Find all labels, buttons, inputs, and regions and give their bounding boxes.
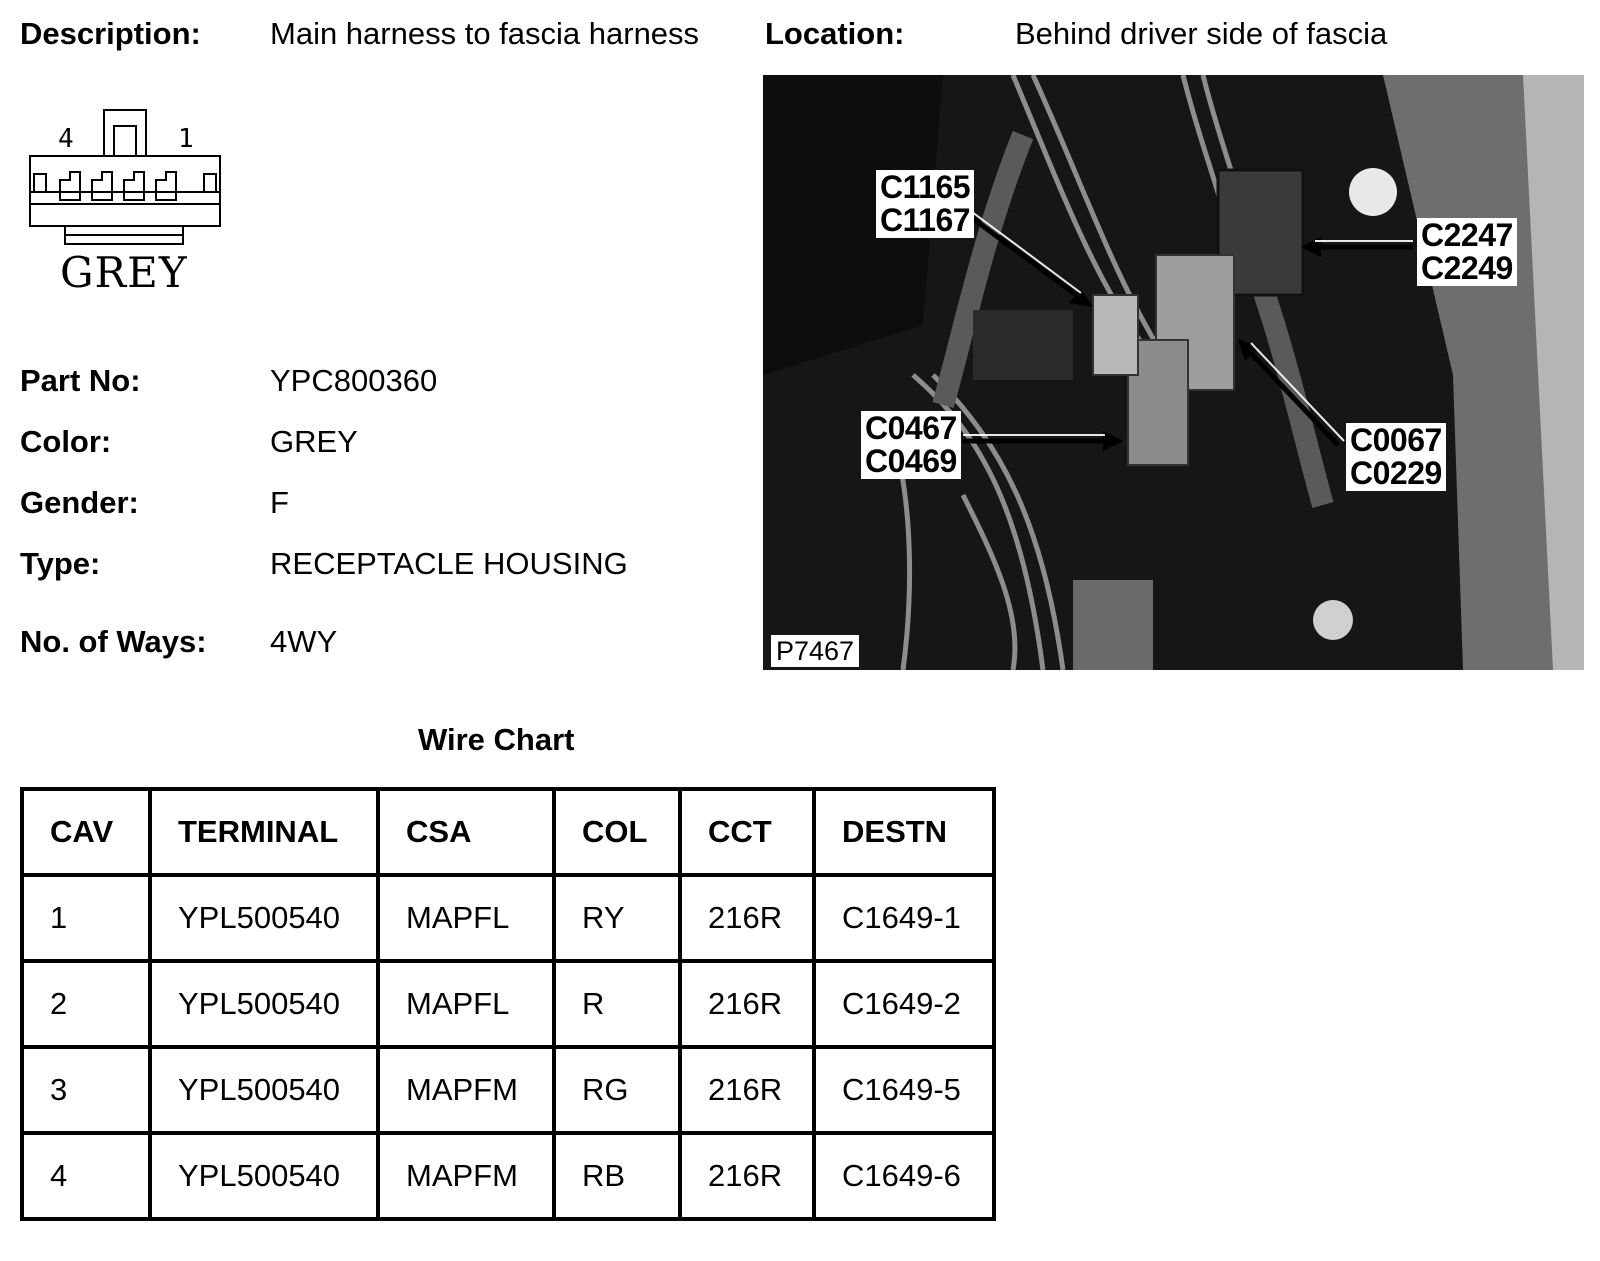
table-cell: RB <box>554 1133 680 1219</box>
table-row <box>22 875 994 961</box>
callout-line: C1165 <box>880 169 971 205</box>
description-label: Description: <box>20 16 201 51</box>
table-cell: YPL500540 <box>150 961 378 1047</box>
table-cell: C1649-2 <box>814 961 994 1047</box>
column-header-cav: CAV <box>22 789 150 875</box>
callout-line: C1167 <box>880 202 971 238</box>
location-value: Behind driver side of fascia <box>1015 16 1388 51</box>
part-no-value: YPC800360 <box>270 363 438 398</box>
column-header-cct: CCT <box>680 789 814 875</box>
callout-line: C0469 <box>865 443 957 479</box>
table-row <box>22 961 994 1047</box>
column-header-destn: DESTN <box>814 789 994 875</box>
wire-chart-table <box>20 787 996 1221</box>
callout-c1165-c1167 <box>876 170 974 238</box>
table-cell: YPL500540 <box>150 875 378 961</box>
location-label: Location: <box>765 16 905 51</box>
table-cell: C1649-5 <box>814 1047 994 1133</box>
table-cell: C1649-6 <box>814 1133 994 1219</box>
table-row <box>22 1133 994 1219</box>
type-value: RECEPTACLE HOUSING <box>270 546 628 581</box>
table-cell: 216R <box>680 1133 814 1219</box>
column-header-terminal: TERMINAL <box>150 789 378 875</box>
callout-line: C0467 <box>865 410 957 446</box>
table-cell: 216R <box>680 1047 814 1133</box>
photo-scene <box>763 75 1584 670</box>
table-cell: RY <box>554 875 680 961</box>
callout-line: C2247 <box>1421 217 1513 253</box>
table-cell: 1 <box>22 875 150 961</box>
table-cell: 216R <box>680 961 814 1047</box>
part-no-label: Part No: <box>20 363 141 398</box>
column-header-col: COL <box>554 789 680 875</box>
callout-line: C2249 <box>1421 250 1513 286</box>
table-cell: 4 <box>22 1133 150 1219</box>
table-cell: RG <box>554 1047 680 1133</box>
connector-face-diagram <box>20 100 230 300</box>
color-value: GREY <box>270 424 358 459</box>
table-header-row <box>22 789 994 875</box>
table-cell: MAPFM <box>378 1133 554 1219</box>
table-cell: MAPFM <box>378 1047 554 1133</box>
column-header-csa: CSA <box>378 789 554 875</box>
callout-line: C0067 <box>1350 422 1442 458</box>
color-label: Color: <box>20 424 112 459</box>
table-cell: 3 <box>22 1047 150 1133</box>
table-cell: MAPFL <box>378 875 554 961</box>
callout-c2247-c2249 <box>1417 218 1517 286</box>
gender-label: Gender: <box>20 485 139 520</box>
callout-c0467-c0469 <box>861 411 961 479</box>
table-row <box>22 1047 994 1133</box>
table-cell: MAPFL <box>378 961 554 1047</box>
table-cell: YPL500540 <box>150 1133 378 1219</box>
pin-number-4: 4 <box>58 124 74 154</box>
callout-c0067-c0229 <box>1346 423 1446 491</box>
ways-label: No. of Ways: <box>20 624 207 659</box>
table-cell: R <box>554 961 680 1047</box>
table-cell: 216R <box>680 875 814 961</box>
ways-value: 4WY <box>270 624 338 659</box>
connector-color-text: GREY <box>60 248 188 297</box>
callout-line: C0229 <box>1350 455 1442 491</box>
table-cell: C1649-1 <box>814 875 994 961</box>
description-value: Main harness to fascia harness <box>270 16 700 51</box>
pin-number-1: 1 <box>178 124 194 154</box>
photo-id-label: P7467 <box>771 635 859 667</box>
type-label: Type: <box>20 546 101 581</box>
wire-chart-title: Wire Chart <box>418 722 575 757</box>
location-photo <box>763 75 1584 670</box>
gender-value: F <box>270 485 289 520</box>
table-cell: YPL500540 <box>150 1047 378 1133</box>
table-cell: 2 <box>22 961 150 1047</box>
